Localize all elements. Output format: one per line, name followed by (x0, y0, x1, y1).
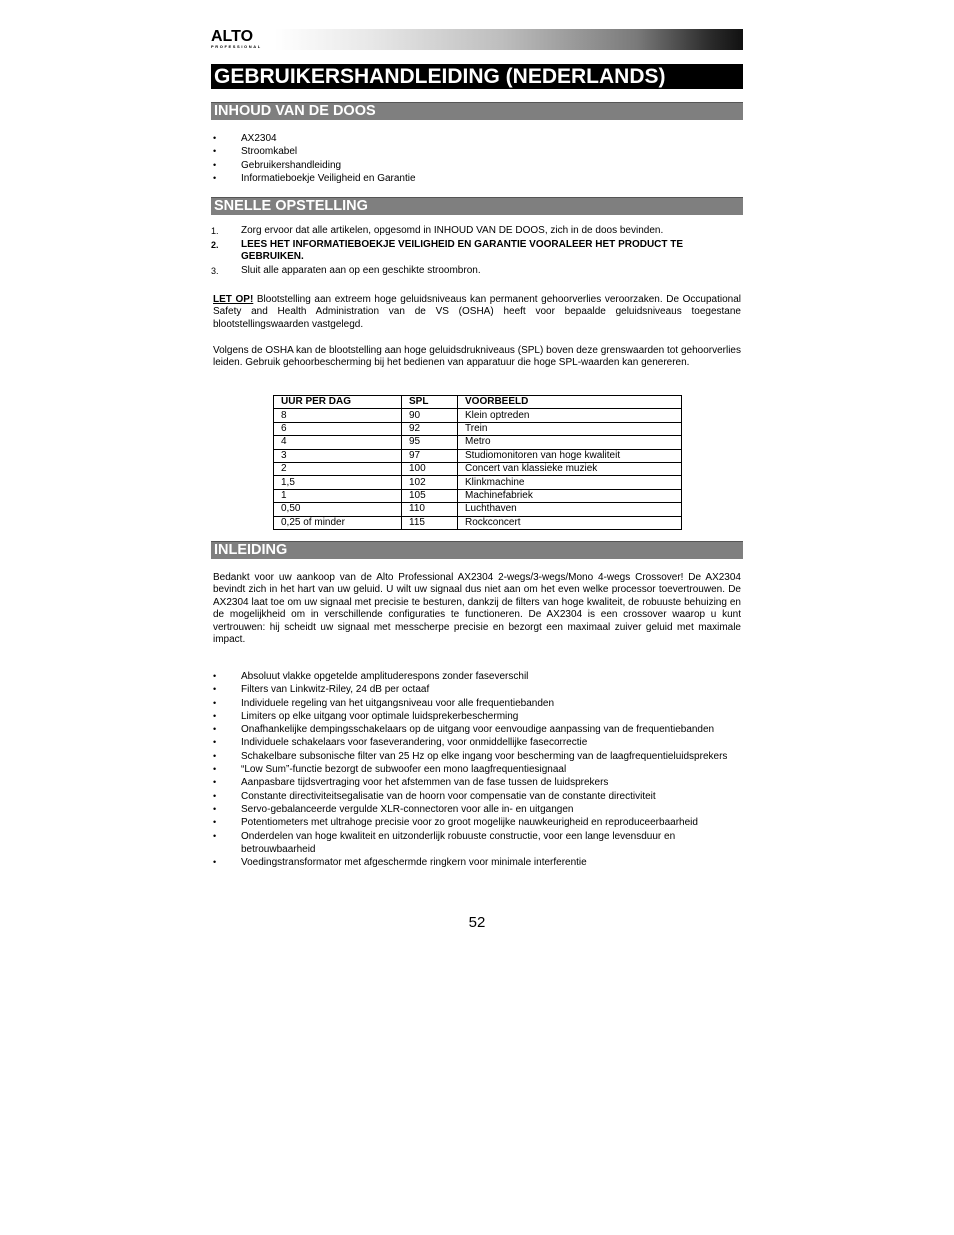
spl-table (273, 395, 682, 530)
logo-subtitle: PROFESSIONAL (211, 44, 262, 49)
warning-paragraph: LET OP! Blootstelling aan extreem hoge geluidsniveaus kan permanent gehoorverlies veroorzaken. De Occupational Safety and Health Administration van de VS (OSHA) heeft voor bepaalde geluidsniveaus toegestane blootstellingswaarden vastgelegd. (213, 294, 741, 330)
list-item: • Onderdelen van hoge kwaliteit en uitzonderlijk robuuste constructie, voor een lange levensduur en betrouwbaarheid (211, 830, 743, 857)
table-row: 1 105 Machinefabriek (274, 489, 682, 502)
list-item: • AX2304 (211, 132, 743, 145)
header-example: VOORBEELD (458, 396, 682, 409)
header-gradient-bar (211, 29, 743, 50)
features-list (211, 670, 743, 869)
list-item: • Individuele schakelaars voor faseverandering, voor onmiddellijke fasecorrectie (211, 736, 743, 749)
warning-label: LET OP! (213, 294, 254, 305)
list-item: • Informatieboekje Veiligheid en Garantie (211, 172, 743, 185)
list-item: • “Low Sum”-functie bezorgt de subwoofer een mono laagfrequentiesignaal (211, 763, 743, 776)
list-item: • Aanpasbare tijdsvertraging voor het afstemmen van de fase tussen de luidsprekers (211, 776, 743, 789)
intro-paragraph: Bedankt voor uw aankoop van de Alto Professional AX2304 2-wegs/3-wegs/Mono 4-wegs Crossover! De AX2304 bevindt zich in het hart van uw geluid. U wilt uw signaal dus niet aan om het even welke processor toevertrouwen. De AX2304 laat toe om uw signaal met precisie te besturen, dankzij de filters van hoge kwaliteit, de robuuste behuizing en de mogelijkheid om in verschillende configuraties te functioneren. De AX2304 is een crossover waarop u kunt vertrouwen: hij scheidt uw signaal met messcherpe precisie en bezorgt een maximaal zuiver geluid met maximale impact. (213, 572, 741, 646)
section-heading-box: INHOUD VAN DE DOOS (211, 102, 743, 120)
list-item: • Gebruikershandleiding (211, 159, 743, 172)
table-row: 4 95 Metro (274, 436, 682, 449)
box-contents-list (211, 132, 743, 185)
list-item: • Servo-gebalanceerde vergulde XLR-connectoren voor alle in- en uitgangen (211, 803, 743, 816)
setup-step: 3. Sluit alle apparaten aan op een geschikte stroombron. (211, 265, 481, 276)
logo-word: ALTO (211, 28, 254, 45)
section-heading-setup: SNELLE OPSTELLING (211, 197, 743, 215)
header-spl: SPL (402, 396, 458, 409)
table-row: 0,50 110 Luchthaven (274, 503, 682, 516)
setup-steps (211, 225, 743, 279)
alto-logo (211, 30, 262, 50)
list-item: • Individuele regeling van het uitgangsniveau voor alle frequentiebanden (211, 697, 743, 710)
list-item: • Voedingstransformator met afgeschermde ringkern voor minimale interferentie (211, 856, 743, 869)
table-row: 1,5 102 Klinkmachine (274, 476, 682, 489)
list-item: • Schakelbare subsonische filter van 25 Hz op elke ingang voor bescherming van de laagfrequentieluidsprekers (211, 750, 743, 763)
page-title: GEBRUIKERSHANDLEIDING (NEDERLANDS) (211, 64, 743, 89)
osha-paragraph: Volgens de OSHA kan de blootstelling aan hoge geluidsdrukniveaus (SPL) boven deze grenswaarden tot gehoorverlies leiden. Gebruik gehoorbescherming bij het bedienen van apparatuur die hoge SPL-waarden kan genereren. (213, 345, 741, 369)
table-row: 6 92 Trein (274, 422, 682, 435)
setup-step: 2. LEES HET INFORMATIEBOEKJE VEILIGHEID EN GARANTIE VOORALEER HET PRODUCT TE GEBRUIKEN. (211, 239, 684, 262)
list-item: • Stroomkabel (211, 145, 743, 158)
table-row: 0,25 of minder 115 Rockconcert (274, 516, 682, 529)
list-item: • Constante directiviteitsegalisatie van de hoorn voor compensatie van de constante directiviteit (211, 790, 743, 803)
setup-step: 1. Zorg ervoor dat alle artikelen, opgesomd in INHOUD VAN DE DOOS, zich in de doos bevinden. (211, 225, 664, 236)
header-hours: UUR PER DAG (274, 396, 402, 409)
table-row: 8 90 Klein optreden (274, 409, 682, 422)
list-item: • Onafhankelijke dempingsschakelaars op de uitgang voor eenvoudige aanpassing van de frequentiebanden (211, 723, 743, 736)
list-item: • Limiters op elke uitgang voor optimale luidsprekerbescherming (211, 710, 743, 723)
list-item: • Filters van Linkwitz-Riley, 24 dB per octaaf (211, 683, 743, 696)
list-item: • Potentiometers met ultrahoge precisie voor zo groot mogelijke nauwkeurigheid en reproduceerbaarheid (211, 816, 743, 829)
page-number: 52 (468, 914, 486, 931)
table-row: 3 97 Studiomonitoren van hoge kwaliteit (274, 449, 682, 462)
list-item: • Absoluut vlakke opgetelde amplituderespons zonder faseverschil (211, 670, 743, 683)
table-row: 2 100 Concert van klassieke muziek (274, 462, 682, 475)
section-heading-intro: INLEIDING (211, 541, 743, 559)
table-header-row (274, 396, 682, 409)
